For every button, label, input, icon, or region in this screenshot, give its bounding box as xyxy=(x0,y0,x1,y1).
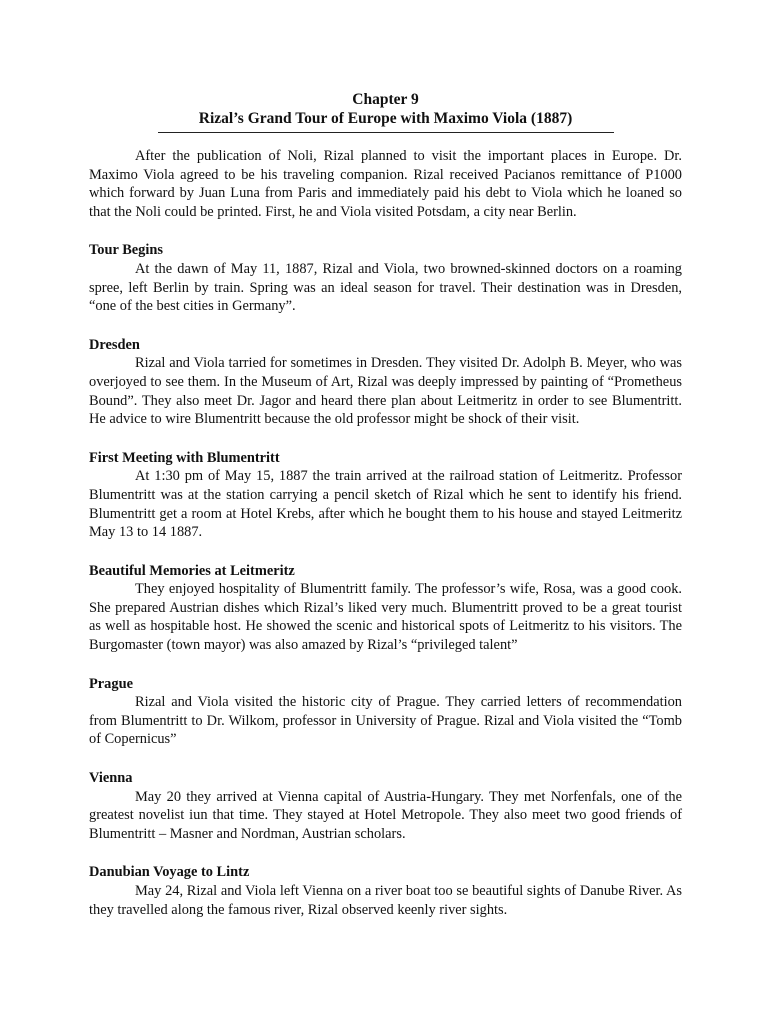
section-prague xyxy=(89,675,682,749)
section-heading: Vienna xyxy=(89,770,133,787)
section-heading: Tour Begins xyxy=(89,242,163,259)
section-dresden xyxy=(89,336,682,429)
section-paragraph: May 24, Rizal and Viola left Vienna on a river boat too se beautiful sights of Danube River. As they travelled along the famous river, Rizal observed keenly river sights. xyxy=(89,883,682,918)
title-underline xyxy=(158,132,614,133)
section-first-meeting xyxy=(89,449,682,542)
section-paragraph: At 1:30 pm of May 15, 1887 the train arrived at the railroad station of Leitmeritz. Professor Blumentritt was at the station carrying a pencil sketch of Rizal which he sent to identify his friend. Blumentritt get a room at Hotel Krebs, after which he bought them to his house and stayed Leitmeritz May 13 to 14 1887. xyxy=(89,468,682,541)
section-paragraph: Rizal and Viola visited the historic city of Prague. They carried letters of recommendation from Blumentritt to Dr. Wilkom, professor in University of Prague. Rizal and Viola visited the “Tomb of Copernicus” xyxy=(89,694,682,748)
section-heading: Dresden xyxy=(89,336,140,353)
chapter-number: Chapter 9 xyxy=(352,91,419,108)
chapter-title: Rizal’s Grand Tour of Europe with Maximo Viola (1887) xyxy=(198,110,573,127)
section-heading: Beautiful Memories at Leitmeritz xyxy=(89,562,295,579)
section-vienna xyxy=(89,769,682,843)
section-paragraph: At the dawn of May 11, 1887, Rizal and Viola, two browned-skinned doctors on a roaming spree, left Berlin by train. Spring was an ideal season for travel. Their destination was in Dresden, “one of the best cities in Germany”. xyxy=(89,260,682,315)
section-heading: Danubian Voyage to Lintz xyxy=(89,864,250,881)
section-heading: First Meeting with Blumentritt xyxy=(89,449,280,466)
chapter-header xyxy=(89,90,682,133)
section-paragraph: May 20 they arrived at Vienna capital of Austria-Hungary. They met Norfenfals, one of the greatest novelist iun that time. They stayed at Hotel Metropole. They also meet two good friends of Blumentritt – Masner and Nordman, Austrian scholars. xyxy=(89,788,682,842)
section-beautiful-memories xyxy=(89,562,682,655)
section-danubian-voyage xyxy=(89,863,682,919)
section-heading: Prague xyxy=(89,675,133,692)
section-tour-begins xyxy=(89,241,682,315)
section-paragraph: They enjoyed hospitality of Blumentritt family. The professor’s wife, Rosa, was a good cook. She prepared Austrian dishes which Rizal’s liked very much. Blumentritt proved to be a great tourist as well as hospitable host. He showed the scenic and historical spots of Leitmeritz to his visitors. The Burgomaster (town mayor) was also amazed by Rizal’s “privileged talent” xyxy=(89,581,682,654)
intro-paragraph: After the publication of Noli, Rizal planned to visit the important places in Europe. Dr. Maximo Viola agreed to be his traveling companion. Rizal received Pacianos remittance of P1000 which forward by Juan Luna from Paris and immediately paid his debt to Viola which he loaned so that the Noli could be printed. First, he and Viola visited Potsdam, a city near Berlin. xyxy=(89,148,682,220)
section-paragraph: Rizal and Viola tarried for sometimes in Dresden. They visited Dr. Adolph B. Meyer, who was overjoyed to see them. In the Museum of Art, Rizal was deeply impressed by painting of “Prometheus Bound”. They also meet Dr. Jagor and heard there plan about Leitmeritz in order to see Blumentritt. He advice to wire Blumentritt because the old professor might be shock of their visit. xyxy=(89,355,682,428)
